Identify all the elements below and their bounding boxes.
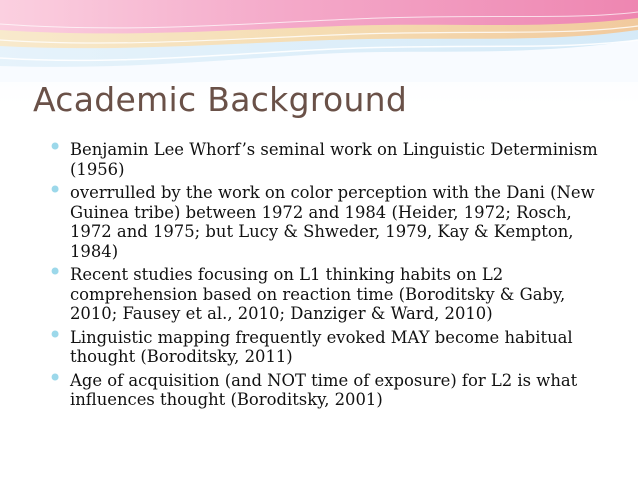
bullet-item [48,363,608,410]
bullet-text: Recent studies focusing on L1 thinking habits on L2 comprehension based on reaction time (Boroditsky & Gaby, 2010; Fausey et al., 2010; Danziger & Ward, 2010) [70,265,566,323]
decorative-banner [0,0,638,82]
bullet-item [48,133,608,179]
bullet-dot-icon: • [48,133,63,161]
bullet-dot-icon: • [48,258,63,286]
bullet-text: Linguistic mapping frequently evoked MAY become habitual thought (Boroditsky, 2011) [70,327,573,366]
bullet-dot-icon: • [48,176,63,204]
bullet-list [48,133,608,414]
bullet-dot-icon: • [48,320,63,349]
bullet-text: Age of acquisition (and NOT time of exposure) for L2 is what influences thought (Boroditsky, 2001) [70,370,578,409]
bullet-item [48,176,608,261]
bullet-text: Benjamin Lee Whorf’s seminal work on Linguistic Determinism (1956) [70,140,598,179]
bullet-item [48,320,608,367]
bullet-item [48,258,608,324]
bullet-text: overrulled by the work on color perception with the Dani (New Guinea tribe) between 1972 and 1984 (Heider, 1972; Rosch, 1972 and 1975; but Lucy & Shweder, 1979, Kay & Kempton, 1984) [70,183,595,261]
bullet-dot-icon: • [48,363,63,392]
slide-title: Academic Background [33,80,408,119]
